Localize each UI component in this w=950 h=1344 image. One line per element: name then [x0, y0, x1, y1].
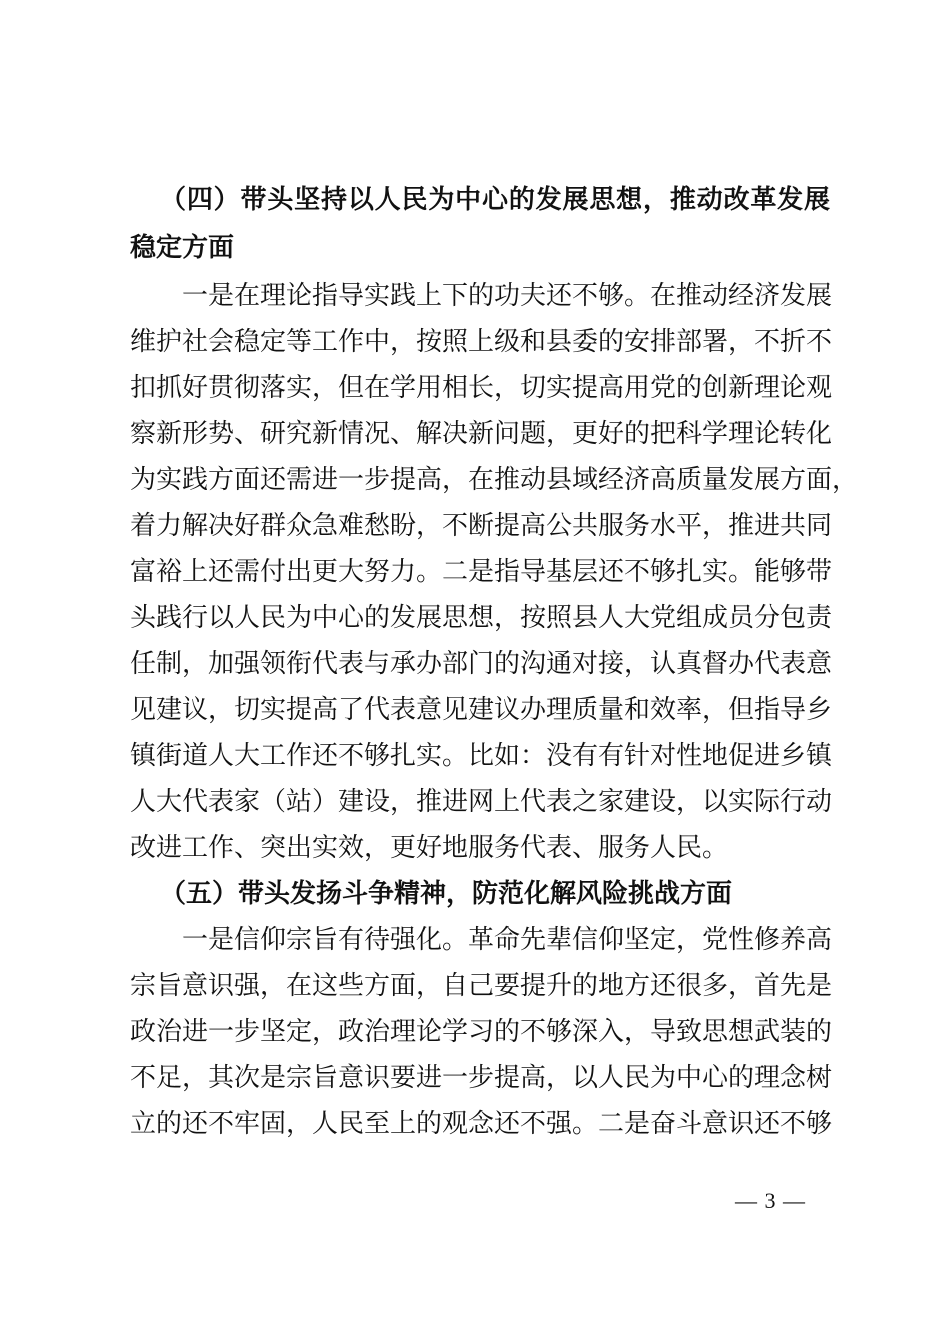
body-line: 维护社会稳定等工作中，按照上级和县委的安排部署，不折不 — [130, 327, 833, 357]
body-line: 富裕上还需付出更大努力。二是指导基层还不够扎实。能够带 — [130, 557, 833, 587]
body-line: 一是在理论指导实践上下的功夫还不够。在推动经济发展 — [182, 281, 833, 311]
body-line: 任制，加强领衔代表与承办部门的沟通对接，认真督办代表意 — [130, 649, 833, 679]
section-heading: （五）带头发扬斗争精神，防范化解风险挑战方面 — [160, 879, 733, 909]
body-line: 扣抓好贯彻落实，但在学用相长，切实提高用党的创新理论观 — [130, 373, 833, 403]
body-line: 宗旨意识强，在这些方面，自己要提升的地方还很多，首先是 — [130, 971, 833, 1001]
body-line: 政治进一步坚定，政治理论学习的不够深入，导致思想武装的 — [130, 1017, 833, 1047]
section-heading: （四）带头坚持以人民为中心的发展思想，推动改革发展 — [160, 185, 830, 215]
body-line: 察新形势、研究新情况、解决新问题，更好的把科学理论转化 — [130, 419, 833, 449]
body-line: 见建议，切实提高了代表意见建议办理质量和效率，但指导乡 — [130, 695, 833, 725]
body-line: 为实践方面还需进一步提高，在推动县域经济高质量发展方面， — [130, 465, 859, 495]
body-line: 人大代表家（站）建设，推进网上代表之家建设，以实际行动 — [130, 787, 833, 817]
body-line: 一是信仰宗旨有待强化。革命先辈信仰坚定，党性修养高 — [182, 925, 833, 955]
body-line: 着力解决好群众急难愁盼，不断提高公共服务水平，推进共同 — [130, 511, 833, 541]
section-heading: 稳定方面 — [130, 233, 235, 263]
body-line: 头践行以人民为中心的发展思想，按照县人大党组成员分包责 — [130, 603, 833, 633]
body-line: 改进工作、突出实效，更好地服务代表、服务人民。 — [130, 833, 729, 863]
body-line: 立的还不牢固，人民至上的观念还不强。二是奋斗意识还不够 — [130, 1109, 833, 1139]
body-line: 不足，其次是宗旨意识要进一步提高，以人民为中心的理念树 — [130, 1063, 833, 1093]
body-line: 镇街道人大工作还不够扎实。比如：没有有针对性地促进乡镇 — [130, 741, 833, 771]
page-number: — 3 — — [735, 1188, 806, 1213]
